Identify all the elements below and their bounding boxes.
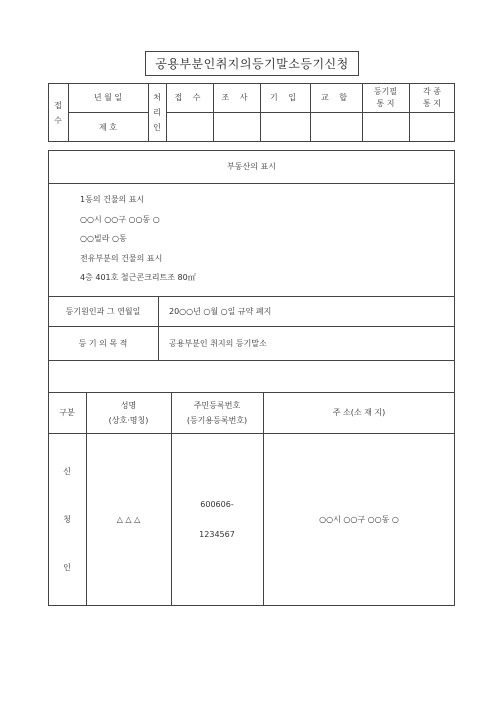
receipt-date-label: 년 월 일 [93, 93, 123, 102]
col-completion-notice: 등기필 통 지 [373, 86, 398, 108]
col-entry: 기 입 [270, 93, 300, 102]
applicant-address: ○○시 ○○구 ○○동 ○ [319, 515, 399, 524]
applicant-role: 신 청 인 [63, 466, 71, 572]
applicant-id-number: 600606- 1234567 [199, 499, 235, 539]
page-title: 공용부분인취지의등기말소등기신청 [155, 57, 349, 71]
property-line: 4층 401호 철근콘크리트조 80㎡ [80, 273, 196, 282]
receipt-label: 접 수 [54, 100, 62, 125]
purpose-value: 공용부분인 취지의 등기말소 [169, 338, 267, 348]
property-line: 전유부분의 건물의 표시 [80, 253, 163, 263]
property-header: 부동산의 표시 [227, 162, 276, 171]
applicant-col-name: 성명 (상호·명칭) [108, 400, 149, 425]
applicant-name: △ △ △ [116, 515, 141, 524]
property-line: ○○빌라 ○동 [80, 234, 127, 243]
property-line: ○○시 ○○구 ○○동 ○ [80, 214, 160, 224]
col-inspection: 조 사 [221, 93, 252, 102]
applicant-col-address: 주 소(소 재 지) [332, 408, 386, 417]
property-line: 1동의 건물의 표시 [80, 195, 145, 204]
col-reception: 접 수 [174, 93, 205, 102]
col-verification: 교 합 [321, 93, 351, 102]
receipt-number-label: 제 호 [99, 122, 117, 132]
cause-label: 등기원인과 그 연월일 [65, 306, 141, 316]
processor-label: 처 리 인 [153, 93, 161, 132]
property-description [80, 190, 440, 288]
purpose-label: 등 기 의 목 적 [78, 338, 128, 348]
applicant-col-category: 구분 [59, 408, 75, 417]
cause-value: 20○○년 ○월 ○일 규약 폐지 [169, 306, 272, 316]
col-various-notice: 각 종 통 지 [423, 86, 441, 108]
applicant-col-id: 주민등록번호 (등기용등록번호) [186, 400, 248, 425]
